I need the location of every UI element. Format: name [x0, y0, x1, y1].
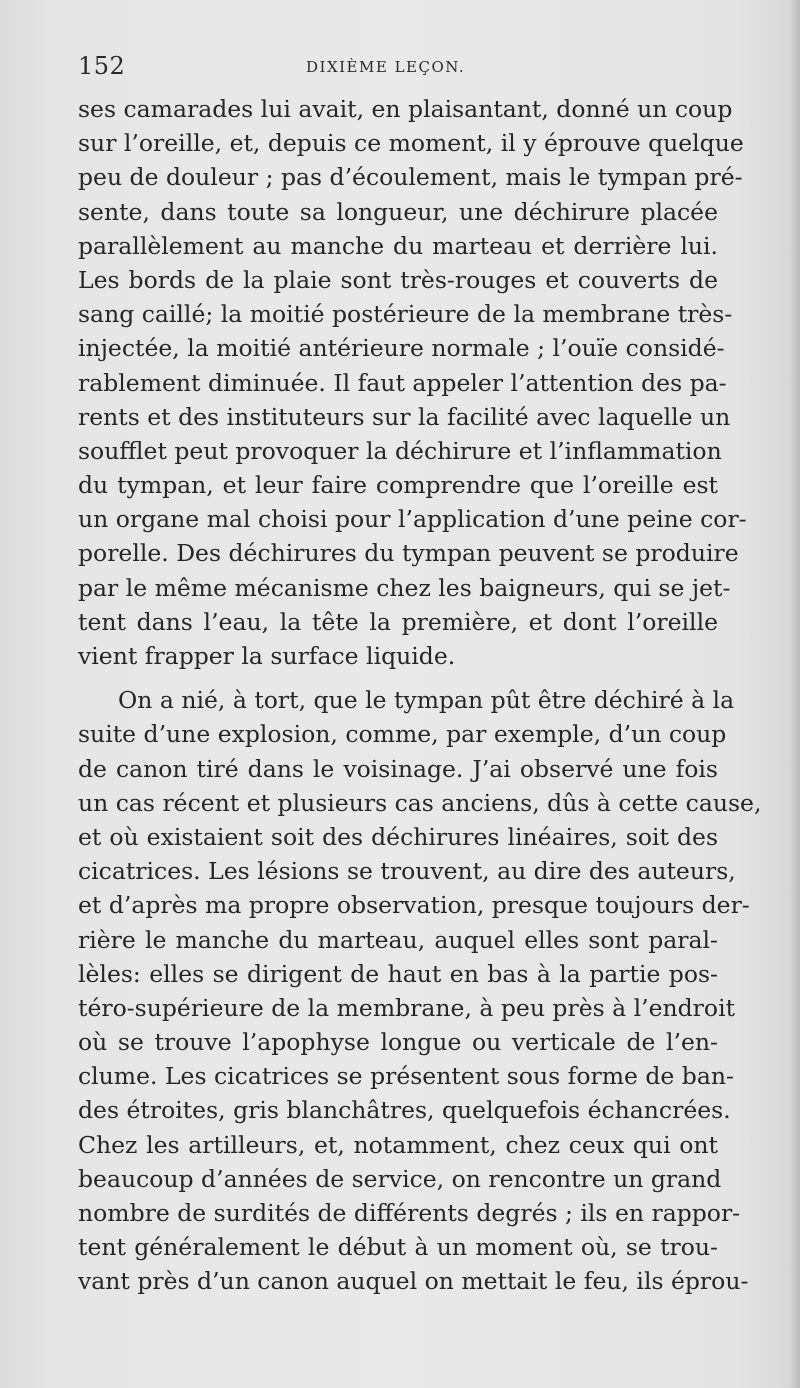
- running-head: DIXIÈME LEÇON.: [306, 58, 466, 76]
- text-line: un cas récent et plusieurs cas anciens, dûs à cette cause,: [78, 788, 762, 817]
- text-line: rière le manche du marteau, auquel elles sont paral-: [78, 925, 718, 954]
- text-line: injectée, la moitié antérieure normale ; l’ouïe considé-: [78, 334, 725, 363]
- text-line: beaucoup d’années de service, on rencontre un grand: [78, 1164, 722, 1193]
- text-line: des étroites, gris blanchâtres, quelquefois échancrées.: [78, 1096, 731, 1125]
- text-line: suite d’une explosion, comme, par exemple, d’un coup: [78, 720, 727, 749]
- text-line: un organe mal choisi pour l’application d’une peine cor-: [78, 505, 747, 534]
- text-line: rablement diminuée. Il faut appeler l’attention des pa-: [78, 368, 727, 397]
- text-line: cicatrices. Les lésions se trouvent, au dire des auteurs,: [78, 857, 736, 886]
- text-line: tent généralement le début à un moment où, se trou-: [78, 1233, 718, 1262]
- text-line: nombre de surdités de différents degrés ; ils en rappor-: [78, 1199, 741, 1227]
- text-line: sur l’oreille, et, depuis ce moment, il y éprouve quelque: [78, 129, 744, 158]
- text-line: porelle. Des déchirures du tympan peuvent se produire: [78, 539, 739, 568]
- page-body: [78, 92, 762, 1299]
- text-line: et d’après ma propre observation, presque toujours der-: [78, 891, 750, 920]
- text-line: vient frapper la surface liquide.: [78, 642, 456, 670]
- paragraph-gap: [78, 673, 718, 683]
- text-line: ses camarades lui avait, en plaisantant, donné un coup: [78, 95, 733, 123]
- text-line: de canon tiré dans le voisinage. J’ai observé une fois: [78, 754, 718, 783]
- text-line: lèles: elles se dirigent de haut en bas à la partie pos-: [78, 959, 718, 988]
- paragraph-2: [78, 683, 762, 1298]
- text-line: téro-supérieure de la membrane, à peu près à l’endroit: [78, 993, 736, 1022]
- text-line: soufflet peut provoquer la déchirure et l’inflammation: [78, 436, 722, 465]
- paragraph-1: [78, 92, 747, 673]
- text-line: sente, dans toute sa longueur, une déchirure placée: [78, 197, 718, 226]
- text-line: rents et des instituteurs sur la facilité avec laquelle un: [78, 402, 731, 431]
- text-line: du tympan, et leur faire comprendre que l’oreille est: [78, 471, 718, 500]
- text-line: Chez les artilleurs, et, notamment, chez ceux qui ont: [78, 1130, 718, 1159]
- text-line: On a nié, à tort, que le tympan pût être déchiré à la: [118, 686, 735, 715]
- text-line: par le même mécanisme chez les baigneurs, qui se jet-: [78, 573, 731, 602]
- text-line: tent dans l’eau, la tête la première, et dont l’oreille: [78, 607, 718, 636]
- text-line: parallèlement au manche du marteau et derrière lui.: [78, 231, 718, 260]
- text-line: vant près d’un canon auquel on mettait le feu, ils éprou-: [78, 1267, 749, 1296]
- page-number: 152: [78, 52, 126, 80]
- page-edge-shadow: [788, 0, 800, 1388]
- page-header: [78, 52, 718, 86]
- text-line: Les bords de la plaie sont très-rouges et couverts de: [78, 265, 718, 294]
- text-line: peu de douleur ; pas d’écoulement, mais le tympan pré-: [78, 163, 743, 192]
- text-line: et où existaient soit des déchirures linéaires, soit des: [78, 822, 718, 851]
- text-line: clume. Les cicatrices se présentent sous forme de ban-: [78, 1062, 734, 1091]
- text-line: où se trouve l’apophyse longue ou verticale de l’en-: [78, 1028, 718, 1057]
- text-line: sang caillé; la moitié postérieure de la membrane très-: [78, 300, 733, 329]
